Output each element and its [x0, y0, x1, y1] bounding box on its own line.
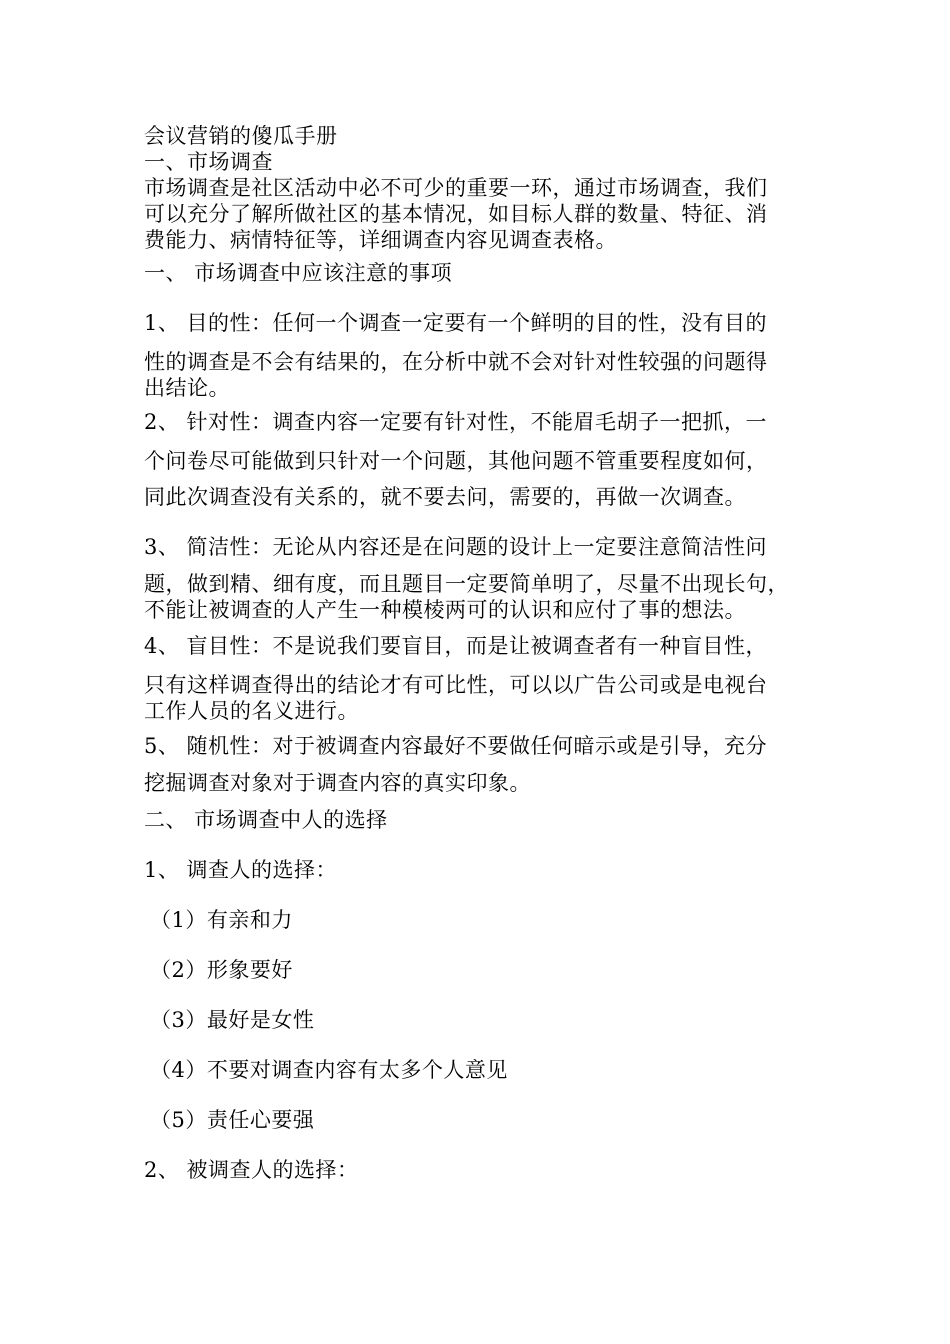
list-item: （2）形象要好 — [150, 958, 293, 982]
point-line: 1、 目的性：任何一个调查一定要有一个鲜明的目的性，没有目的 — [144, 311, 768, 335]
point-line: 不能让被调查的人产生一种模棱两可的认识和应付了事的想法。 — [144, 598, 746, 622]
point-line: 同此次调查没有关系的，就不要去问，需要的，再做一次调查。 — [144, 485, 746, 509]
list-item: （1）有亲和力 — [150, 908, 293, 932]
point-line: 性的调查是不会有结果的，在分析中就不会对针对性较强的问题得 — [144, 350, 768, 374]
point-line: 工作人员的名义进行。 — [144, 699, 359, 723]
document-title: 会议营销的傻瓜手册 — [144, 124, 338, 148]
point-line: 5、 随机性：对于被调查内容最好不要做任何暗示或是引导，充分 — [144, 734, 768, 758]
section-heading: 一、市场调查 — [144, 150, 273, 174]
point-line: 个问卷尽可能做到只针对一个问题，其他问题不管重要程度如何， — [144, 449, 768, 473]
intro-line: 费能力、病情特征等，详细调查内容见调查表格。 — [144, 228, 617, 252]
point-line: 出结论。 — [144, 376, 230, 400]
intro-line: 可以充分了解所做社区的基本情况，如目标人群的数量、特征、消 — [144, 202, 768, 226]
point-line: 题，做到精、细有度，而且题目一定要简单明了，尽量不出现长句， — [144, 572, 789, 596]
point-line: 只有这样调查得出的结论才有可比性，可以以广告公司或是电视台 — [144, 673, 768, 697]
point-line: 3、 简洁性：无论从内容还是在问题的设计上一定要注意简洁性问 — [144, 535, 768, 559]
part-heading: 一、 市场调查中应该注意的事项 — [144, 261, 453, 285]
list-item: （5）责任心要强 — [150, 1108, 315, 1132]
list-item: （4）不要对调查内容有太多个人意见 — [150, 1058, 508, 1082]
subsection-heading: 2、 被调查人的选择： — [144, 1158, 359, 1182]
point-line: 4、 盲目性：不是说我们要盲目，而是让被调查者有一种盲目性， — [144, 634, 768, 658]
list-item: （3）最好是女性 — [150, 1008, 315, 1032]
subsection-heading: 1、 调查人的选择： — [144, 858, 338, 882]
intro-line: 市场调查是社区活动中必不可少的重要一环，通过市场调查，我们 — [144, 176, 768, 200]
point-line: 2、 针对性：调查内容一定要有针对性，不能眉毛胡子一把抓，一 — [144, 410, 768, 434]
part-heading: 二、 市场调查中人的选择 — [144, 808, 388, 832]
point-line: 挖掘调查对象对于调查内容的真实印象。 — [144, 771, 531, 795]
